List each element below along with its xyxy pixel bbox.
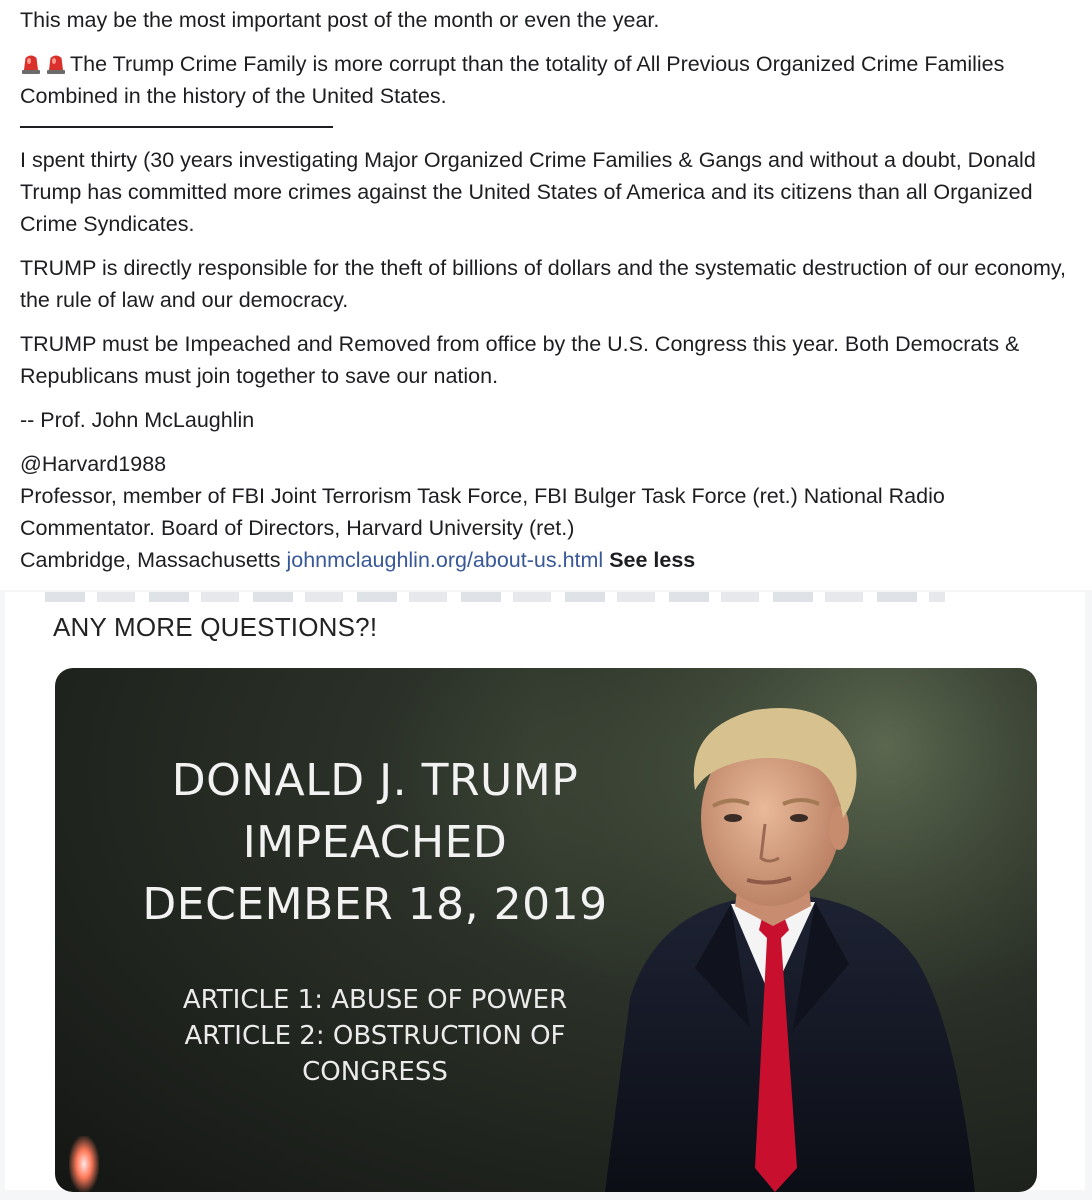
post-headline-text: The Trump Crime Family is more corrupt than the totality of All Previous Organized Crime Families Combined in the history of the United States.	[20, 52, 1005, 108]
light-glow	[69, 1136, 99, 1192]
author-bio: Professor, member of FBI Joint Terrorism Task Force, FBI Bulger Task Force (ret.) National Radio Commentator. Board of Directors, Harvard University (ret.)	[20, 484, 945, 540]
post-headline	[20, 48, 1080, 112]
image-article-line-2: ARTICLE 2: OBSTRUCTION OF	[184, 1021, 566, 1051]
image-headline-line-3: DECEMBER 18, 2019	[142, 879, 608, 930]
post-paragraph-2: TRUMP is directly responsible for the theft of billions of dollars and the systematic destruction of our economy, the rule of law and our democracy.	[20, 256, 1067, 312]
author-block	[20, 448, 1080, 576]
image-article-line-3: CONGRESS	[302, 1057, 448, 1087]
post-body	[20, 4, 1080, 576]
image-headline-line-2: IMPEACHED	[242, 817, 508, 868]
author-website-link[interactable]: johnmclaughlin.org/about-us.html	[286, 548, 604, 572]
image-article-line-1: ARTICLE 1: ABUSE OF POWER	[182, 985, 568, 1015]
shared-post[interactable]	[0, 590, 1092, 1200]
image-headline-line-1: DONALD J. TRUMP	[171, 755, 579, 806]
shared-post-card	[5, 592, 1085, 1190]
image-headline	[115, 750, 635, 936]
author-location-line	[20, 544, 1080, 576]
shared-image[interactable]	[55, 668, 1037, 1192]
post-paragraph-3: TRUMP must be Impeached and Removed from office by the U.S. Congress this year. Both Democrats & Republicans must join together to save our nation.	[20, 332, 1020, 388]
signature: -- Prof. John McLaughlin	[20, 408, 255, 432]
image-articles	[115, 982, 635, 1090]
divider	[20, 126, 333, 128]
author-location: Cambridge, Massachusetts	[20, 548, 281, 572]
post-intro-line: This may be the most important post of the month or even the year.	[20, 8, 660, 32]
shared-caption: ANY MORE QUESTIONS?!	[53, 612, 378, 642]
police-light-icon	[20, 51, 42, 75]
police-light-icon	[45, 51, 67, 75]
author-handle: @Harvard1988	[20, 452, 167, 476]
cropped-text-strip	[45, 592, 945, 602]
post-paragraph-1: I spent thirty (30 years investigating Major Organized Crime Families & Gangs and without a doubt, Donald Trump has committed more crimes against the United States of America and its citizens than all Organized Crime Syndicates.	[20, 148, 1036, 236]
see-less-button[interactable]: See less	[609, 548, 696, 572]
